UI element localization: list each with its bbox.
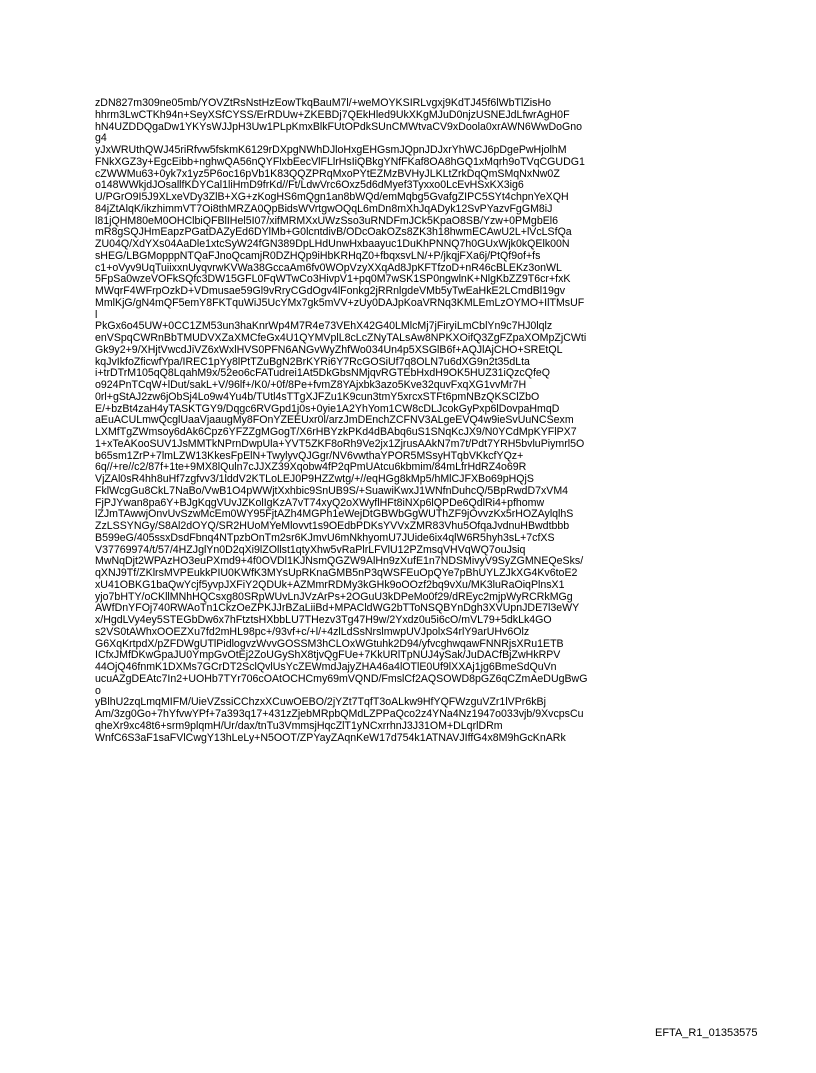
text-line: 1+xTeAKooSUV1JsMMTkNPrnDwpUla+YVT5ZKF8oRh9Ve2jx1ZjrusAAkN7m7t/Pdt7YRH5bvluPiymrl5O	[95, 437, 585, 450]
text-line: B599eG/405ssxDsdFbnq4NTpzbOnTm2sr6KJmvU6mNkhyomU7JUide6ix4qlW6R5hyh3sL+7cfXS	[95, 531, 555, 544]
text-line: 0rl+gStAJ2zw6jObSj4Lo9w4Yu4b/TUtl4sTTgXJFZu1K9cun3tmY5xrcxSTFt6pmNBzQKSClZbO	[95, 390, 540, 403]
text-line: 84jZtAlqK/ikzhimmVT7Oi8thMRZA0QpBidsWVrtgwOQqL6mDn8mXhJqADyk12SvPYazvFgGM8iJ	[95, 202, 553, 215]
text-line: FjPJYwan8pa6Y+BJgKqgVUvJZKolIgKzA7vT74xyQ2oXWyflHFt8iNXp6lQPDe6QdlRi4+pfhomw	[95, 496, 545, 509]
text-line: qheXr9xc48t6+srm9plqmH/Ur/dax/tnTu3VmmsjHqcZlT1yNCxrrhnJ3J31OM+DLqrlDRm	[95, 719, 503, 732]
text-line: o	[95, 684, 101, 697]
text-line: 44OjQ46fnmK1DXMs7GCrDT2SclQvlUsYcZEWmdJajyZHA46a4lOTlE0Uf9lXXAj1jg6BmeSdQuVn	[95, 661, 557, 673]
text-line: qXNJ9Tf/ZKlrsMVPEukkPIU0KWfK3MYsUpRKnaGMB5nP3qWSFEuOpQYe7pBhUYLZJkXG4Kv6toE2	[95, 567, 578, 579]
text-line: yJxWRUthQWJ45riRfvw5fskmK6129rDXpgNWhDJloHxgEHGsmJQpnJDJxrYhWCJ6pDgePwHjolhM	[95, 144, 567, 156]
text-line: ZzLSSYNGy/S8Al2dOYQ/SR2HUoMYeMlovvt1s9OEdbPDKsYVVxZMR83Vhu5OfqaJvdnuHBwdtbbb	[95, 520, 570, 532]
text-block	[95, 697, 735, 744]
encoded-text-body	[95, 98, 735, 744]
text-line: hhrm3LwCTKh94n+SeyXSfCYSS/ErRDUw+ZKEBDj7QEkHled9UkXKgMJuD0njzUSNEJdLfwrAgH0F	[95, 108, 570, 121]
text-block	[95, 321, 735, 697]
text-line: V37769974/t/57/4HZJglYn0D2qXi9lZOllst1qtyXhw5vRaPlrLFVlU12PZmsqVHVqWQ7ouJsiq	[95, 543, 526, 556]
text-line: Am/3zg0Go+7hYfvwYPf+7a393q17+431zZjebMRpbQMdLZPPaQco2z4YNa4Nz1947o033vjb/9XvcpsCu	[95, 708, 584, 720]
text-line: MwNqDjt2WPAzHO3euPXmd9+4f0OVDl1KJNsmQGZW9AlHn9zXufE1n7NDSMivyV9SyZGMNEQeSks/	[95, 555, 584, 568]
text-line: MmlKjG/gN4mQF5emY8FKTquWiJ5UcYMx7gk5mVV+zUy0DAJpKoaVRNq3KMLEmLzOYMO+IlTMsUF	[95, 296, 585, 309]
text-line: c1+oVyv9UqTuiixxnUyqvrwKVWa38GccaAm6fv0WOpVzyXXqAd8JpKFTfzoD+nR46cBLEKz3onWL	[95, 261, 562, 274]
text-line: LXMfTgZWmsoy6dAk6Cpz6YFZZgMGogT/X6rHBYzkPKd4dBAbq6uS1SNqKcJX9/N0YCdMpKYFlPX7	[95, 426, 577, 438]
text-line: sHEG/LBGMopppNTQaFJnoQcamjR0DZHQp9iHbKRHqZ0+fbqxsvLN/+P/jkqjFXa6j/PtQf9of+fs	[95, 249, 541, 262]
text-line: o148WWkjdJOsallfKDYCal1liHmD9frKd//Ft/LdwVrc6Oxz5d6dMyef3Tyxxo0LcEvHSxKX3ig6	[95, 179, 524, 192]
text-line: lZJmTAwwjOnvUvSzwMcEm0WY95FjtAZh4MGPh1eWejDtGBWbGgWUThZF9jOvvzKx5rHOZAylqlhS	[95, 508, 574, 521]
text-line: yjo7bHTY/oCKllMNhHQCsxg80SRpWUvLnJVzArPs+2OGuU3kDPeMo0f29/dREyc2mjpWyRCRkMGg	[95, 590, 573, 603]
text-line: s2VS0tAWhxOOEZXu7fd2mHL98pc+/93vf+c/+l/+4zlLdSsNrslmwpUVJpolxS4rlY9arUHv6Olz	[95, 625, 530, 638]
text-line: x/HgdLVy4ey5STEGbDw6x7hFtztsHXbbLU7THezv3Tg47H9w/2Yxdz0u5i6cO/mVL79+5dkLk4GO	[95, 614, 552, 626]
text-line: FklWcgGu8CkL7NaBo/VwB1O4pWWjtXxhbic9SnUB9S/+SuawiKwxJ1WNfnDuhcQ/5BpRwdD7xVM4	[95, 484, 569, 497]
text-line: cZWWMu63+0yk7x1yz5P6oc16pVb1K83QQZPRqMxoPYtEZMzBVHyJLKLtZrkDqQmSMqNxNw0Z	[95, 167, 560, 180]
text-line: ZU04Q/XdYXs04AaDle1xtcSyW24fGN389DpLHdUnwHxbaayuc1DuKhPNNQ7h0GUxWjk0kQElk00N	[95, 238, 570, 250]
text-line: zDN827m309ne05mb/YOVZtRsNstHzEowTkqBauM7l/+weMOYKSIRLvgxj9KdTJ45f6lWbTlZisHo	[95, 97, 551, 109]
text-line: b65sm1ZrP+7lmLZW13KkesFpElN+TwylyvQJGgr/NV6vwthaYPOR5MSsyHTqbVKkcfYQz+	[95, 449, 524, 462]
text-line: MWqrF4WFrpOzkD+VDmusae59Gl9vRryCGdOgv4lFonkg2jRRnlgdeVMb5yTwEaHkE2LCmdBl19gv	[95, 285, 566, 297]
text-line: yBlhU2zqLmqMIFM/UieVZssiCChzxXCuwOEBO/2jYZt7TqfT3oALkw9HfYQFWzguVZr1lVPr6kBj	[95, 696, 546, 709]
text-line: xU41OBKG1baQwYcjf5yvpJXFiY2QDUk+AZMmrRDMy3kGHk9oOOzf2bq9vXu/MK3luRaOiqPlnsX1	[95, 578, 565, 591]
text-line: G6XqKrtpdX/pZFDWgUTlPidlogvzWvvGOSSM3hCLOxWGtuhk2D94/yfvcghwqawFNNRjsXRu1ETB	[95, 637, 564, 650]
text-line: ICfxJMfDKwGpaJU0YmpGvOtEj2ZoUGyShX8tjvQgFUe+7KkURlTpNUJ4ySak/JuDACfBjZwHkRPV	[95, 649, 561, 662]
text-line: FNkXGZ3y+EgcEibb+nghwQA56nQYFlxbEecVlFLlrHsIiQBkgYNfFKaf8OA8hGQ1xMqrh9oTVqCGUDG1	[95, 155, 585, 168]
text-line: mR8gSQJHmEapzPGatDAZyEd6DYlMb+G0lcntdivB/ODcOakOZs8ZK3h18hwmECAwU2L+lVcLSfQa	[95, 226, 572, 239]
text-line: Gk9y2+9/XHjtVwcdJiVZ6xWxlHVS0PFN6ANGvWyZhfWo034Un4p5XSGlB6f+AQJlAjCHO+SREtQL	[95, 343, 563, 356]
text-block	[95, 98, 735, 145]
text-line: i+trDTrM105qQ8LqahM9x/52eo6cFATudrei1At5DkGbsNMjqvRGTEbHxdH9OK5HUZ31iQzcQfeQ	[95, 367, 551, 380]
text-line: enVSpqCWRnBbTMUDVXZaXMCfeGx4U1QYMVplL8cLcZNyTALsAw8NPKXOifQ3ZgFZpaXOMpZjCWti	[95, 332, 587, 344]
text-line: l	[95, 308, 98, 321]
text-line: 6q//+re//c2/87f+1te+9MX8lQuln7cJJXZ39Xqobw4fP2qPmUAtcu6kbmim/84mLfrHdRZ4o69R	[95, 461, 527, 474]
text-line: WnfC6S3aF1saFVlCwgY13hLeLy+N5OOT/ZPYayZAqnKeW17d754k1ATNAVJIffG4x8M9hGcKnARk	[95, 731, 566, 744]
text-line: ucuAZgDEAtc7In2+UOHb7TYr706cOAtOCHCmy69mVQND/FmslCf2AQSOWD8pGZ6qCZmAeDUgBwG	[95, 672, 588, 685]
text-line: AWfDnYFOj740RWAoTn1CkzOeZPKJJrBZaLiiBd+MPACldWG2bTToNSQBYnDgh3XVUpnJDE7l3eWY	[95, 602, 580, 615]
text-line: PkGx6o45UW+0CC1ZM53un3haKnrWp4M7R4e73VEhX42G40LMlcMj7jFiryiLmCblYn9c7HJ0lqlz	[95, 320, 553, 333]
text-line: l81jQHM80eM0OHClbiQFBlIHel5I07/xifMRMXxUWzSso3uRNDFmJCk5KpaO8SB/Yzw+0PMgbEl6	[95, 214, 559, 227]
text-line: VjZAl0sR4hh8uHf7zgfvv3/1lddV2KTLoLEJ0P9HZZwtg/+//eqHGg8kMp5/hMlCJFXBo69pHQjS	[95, 473, 534, 485]
text-line: o924PnTCqW+lDut/sakL+V/96lf+/K0/+0f/8Pe+fvmZ8YAjxbk3azo5Kve32quvFxqXG1vvMr7H	[95, 379, 527, 391]
text-line: 5FpSa0wzeVOFkSQfc3DW15GFL0FqWTwCo3HivpV1+pq0M7wSK1SP0ngwlnK+NlgKbZZ9T6cr+fxK	[95, 273, 571, 286]
text-line: aEuACULmwQcglUaaVjaaugMy8FOnYZEEUxr0l/arzJmDEnchZCFNV3ALgeEVQ4w9ieSvUuNCSexm	[95, 414, 574, 427]
text-line: hN4UZDDQgaDw1YKYsWJJpH3Uw1PLpKmxBlkFUtOPdkSUnCMWtvaCV9xDoola0xrAWN6WwDoGno	[95, 120, 583, 133]
text-line: kqJvIkfoZficwfYpa/IREC1pYy8lPtTZuBgN2BrKYRi6Y7RcGOSiUf7q8OLN7u6dXG9n2t35dLta	[95, 355, 530, 368]
text-line: g4	[95, 132, 107, 145]
document-id-label: EFTA_R1_01353575	[655, 1027, 758, 1039]
text-block	[95, 145, 735, 321]
text-line: E/+bzBt4zaH4yTASKTGY9/Dqgc6RVGpd1j0s+0yie1A2YhYom1CW8cDLJcokGyPxp6lDovpaHmqD	[95, 402, 560, 415]
text-line: U/PGrO9I5J9XLxeVDy3ZlB+XG+zKogHS6mQgn1an8bWQd/emMqbg5GvafgZIPC5SYt4chpnYeXQH	[95, 191, 569, 203]
